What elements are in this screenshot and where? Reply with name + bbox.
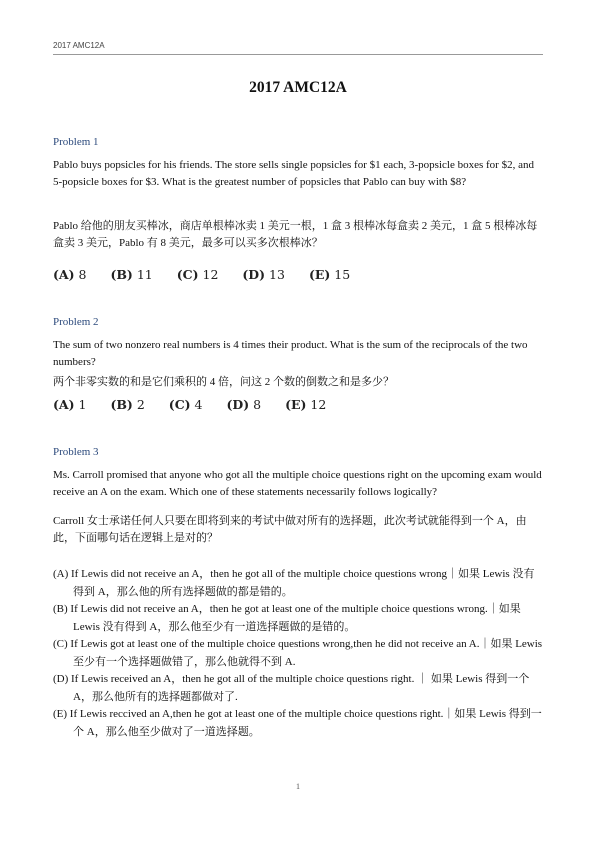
problem-2-english: The sum of two nonzero real numbers is 4 times their product. What is the sum of the reciprocals of the two numbers?: [53, 339, 528, 368]
choice-b: (B) 11: [110, 267, 153, 282]
problem-1-title: Problem 1: [53, 136, 99, 148]
choice-a: (A) 8: [53, 267, 87, 282]
choice-e: (E) 12: [285, 397, 327, 412]
choice-d: (D) 13: [242, 267, 285, 282]
problem-1-english: Pablo buys popsicles for his friends. The store sells single popsicles for $1 each, 3-popsicle boxes for $2, and 5-popsicle boxes for $3. What is the greatest number of popsicles that Pablo can buy with $8?: [53, 159, 534, 188]
problem-3-options: [53, 566, 545, 741]
problem-1-choices: [53, 267, 370, 282]
option-a: (A) If Lewis did not receive an A，then he got all of the multiple choice questions wrong｜如果 Lewis 没有得到 A，那么他的所有选择题做的都是错的。: [53, 568, 535, 598]
problem-1-chinese: Pablo 给他的朋友买棒冰，商店单根棒冰卖 1 美元一根，1 盒 3 根棒冰每盒卖 2 美元，1 盒 5 根棒冰每盒卖 3 美元，Pablo 有 8 美元，最多可以买多次根棒冰？: [53, 220, 538, 249]
header-rule: [53, 54, 543, 55]
choice-c: (C) 4: [168, 397, 203, 412]
problem-3-title: Problem 3: [53, 446, 99, 458]
problem-3-chinese: Carroll 女士承诺任何人只要在即将到来的考试中做对所有的选择题，此次考试就能得到一个 A，由此，下面哪句话在逻辑上是对的？: [53, 515, 527, 544]
running-header: 2017 AMC12A: [53, 41, 105, 50]
choice-a: (A) 1: [53, 397, 87, 412]
choice-d: (D) 8: [226, 397, 262, 412]
problem-2-title: Problem 2: [53, 316, 99, 328]
choice-c: (C) 12: [176, 267, 219, 282]
option-b: (B) If Lewis did not receive an A，then he got at least one of the multiple choice questions wrong.｜如果 Lewis 没有得到 A，那么他至少有一道选择题做的是错的。: [53, 603, 521, 633]
page-number: 1: [296, 782, 300, 791]
option-c: (C) If Lewis got at least one of the multiple choice questions wrong,then he did not receive an A.｜如果 Lewis 至少有一个选择题做错了，那么他就得不到 A.: [53, 638, 543, 668]
choice-b: (B) 2: [110, 397, 145, 412]
problem-3-english: Ms. Carroll promised that anyone who got all the multiple choice questions right on the upcoming exam would receive an A on the exam. Which one of these statements necessarily follows logically?: [53, 469, 542, 498]
page-title: 2017 AMC12A: [249, 79, 347, 96]
problem-2-chinese: 两个非零实数的和是它们乘积的 4 倍，问这 2 个数的倒数之和是多少？: [53, 376, 394, 388]
problem-2-choices: [53, 397, 346, 412]
option-e: (E) If Lewis reccived an A,then he got at least one of the multiple choice questions right.｜如果 Lewis 得到一个 A，那么他至少做对了一道选择题。: [53, 708, 542, 738]
option-d: (D) If Lewis received an A，then he got all of the multiple choice questions right. ｜ 如果 Lewis 得到一个 A，那么他所有的选择题都做对了.: [53, 673, 530, 703]
choice-e: (E) 15: [308, 267, 351, 282]
